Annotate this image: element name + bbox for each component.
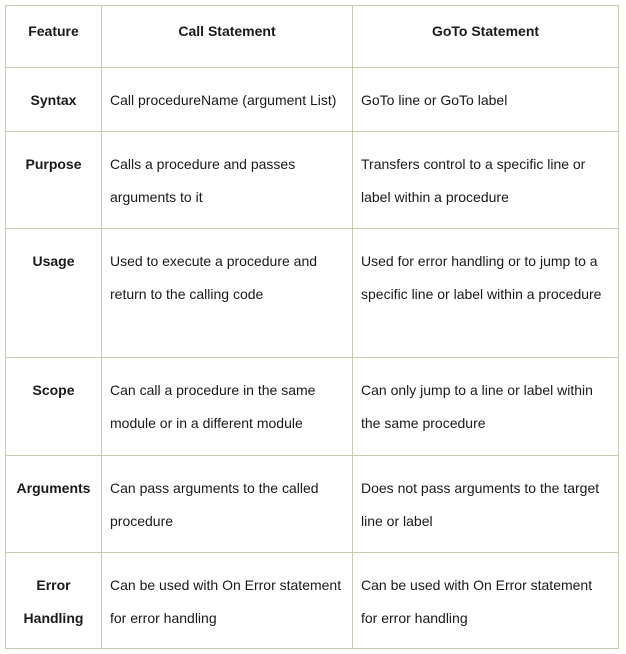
feature-cell: Scope [6, 358, 102, 456]
goto-cell: Can only jump to a line or label within the same procedure [353, 358, 619, 456]
feature-cell: Arguments [6, 456, 102, 553]
header-cell-call: Call Statement [102, 6, 353, 68]
goto-cell: Used for error handling or to jump to a specific line or label within a procedure [353, 229, 619, 358]
call-cell: Calls a procedure and passes arguments to it [102, 132, 353, 229]
call-cell: Call procedureName (argument List) [102, 68, 353, 132]
feature-cell: Usage [6, 229, 102, 358]
goto-cell: Transfers control to a specific line or label within a procedure [353, 132, 619, 229]
table-row [6, 553, 619, 649]
header-cell-feature: Feature [6, 6, 102, 68]
goto-cell: Does not pass arguments to the target line or label [353, 456, 619, 553]
table-row [6, 456, 619, 553]
table-row [6, 229, 619, 358]
feature-cell: Error Handling [6, 553, 102, 649]
feature-cell: Syntax [6, 68, 102, 132]
call-cell: Can call a procedure in the same module or in a different module [102, 358, 353, 456]
call-cell: Can be used with On Error statement for error handling [102, 553, 353, 649]
table-row [6, 132, 619, 229]
header-row [6, 6, 619, 68]
call-cell: Used to execute a procedure and return to the calling code [102, 229, 353, 358]
table-row [6, 358, 619, 456]
goto-cell: GoTo line or GoTo label [353, 68, 619, 132]
feature-cell: Purpose [6, 132, 102, 229]
table-row [6, 68, 619, 132]
goto-cell: Can be used with On Error statement for error handling [353, 553, 619, 649]
comparison-table [5, 5, 619, 649]
call-cell: Can pass arguments to the called procedure [102, 456, 353, 553]
header-cell-goto: GoTo Statement [353, 6, 619, 68]
